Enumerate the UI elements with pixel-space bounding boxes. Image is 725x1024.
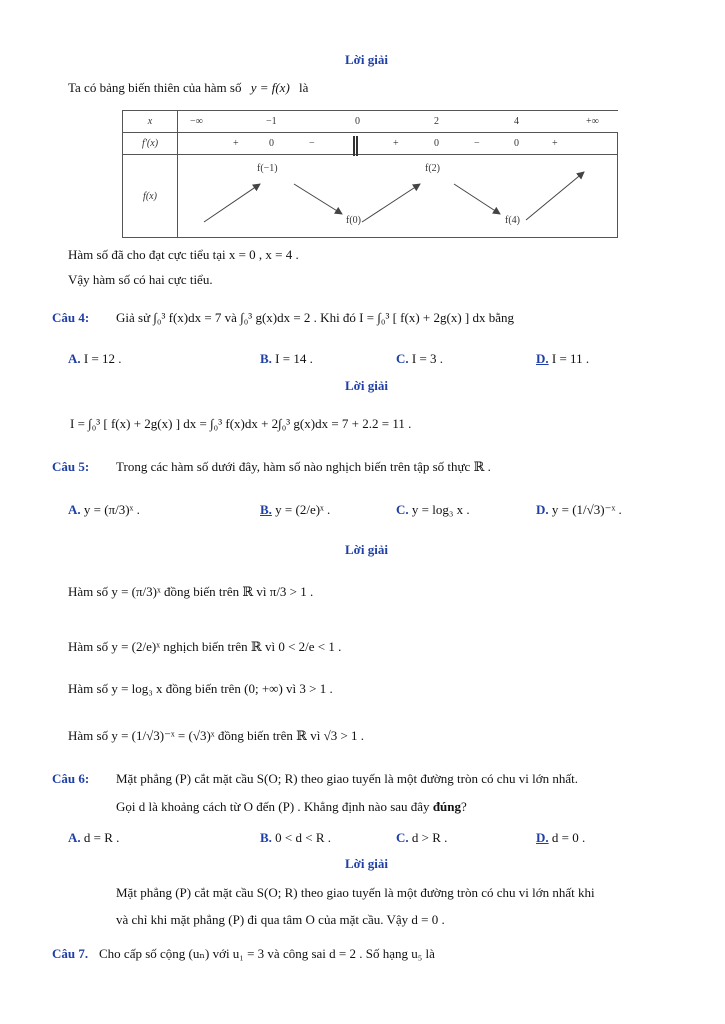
sign-4: + — [393, 138, 399, 149]
arrow-up-2 — [362, 184, 420, 222]
arrow-up-1 — [204, 184, 260, 222]
f-of-zero: f(0) — [346, 215, 361, 226]
x-plus-inf: +∞ — [586, 116, 599, 127]
q4-option-c: C. I = 3 . — [396, 351, 444, 366]
q5-solution-heading: Lời giải — [345, 542, 388, 557]
q5-solution-line-1: Hàm số y = (π/3)ˣ đồng biến trên ℝ vì π/3 > 1 . — [68, 584, 314, 599]
q6-option-a: A. d = R . — [68, 830, 120, 845]
variation-arrows — [122, 156, 618, 238]
q4-label: Câu 4: — [52, 310, 90, 325]
q6-text-2: Gọi d là khoảng cách từ O đến (P) . Khẳng định nào sau đây đúng? — [116, 799, 467, 814]
intro-line — [68, 80, 308, 96]
q4-solution: I = ∫₀³ [ f(x) + 2g(x) ] dx = ∫₀³ f(x)dx + 2∫₀³ g(x)dx = 7 + 2.2 = 11 . — [70, 416, 412, 431]
q6-solution-line-1: Mặt phẳng (P) cắt mặt cầu S(O; R) theo giao tuyến là một đường tròn có chu vi lớn nhất khi — [116, 885, 595, 900]
f-of-two: f(2) — [425, 163, 440, 174]
x-values — [178, 111, 618, 133]
x-four: 4 — [514, 116, 519, 127]
intro-text: Ta có bảng biến thiên của hàm số — [68, 80, 242, 95]
x-zero: 0 — [355, 116, 360, 127]
sign-5: 0 — [434, 138, 439, 149]
q5-option-a: A. y = (π/3)ˣ . — [68, 502, 140, 517]
q5-option-d: D. y = (1/√3)⁻ˣ . — [536, 502, 622, 517]
q4-option-d: D. I = 11 . — [536, 351, 590, 366]
q7-label: Câu 7. — [52, 946, 89, 961]
q6-option-c: C. d > R . — [396, 830, 448, 845]
q5-solution-line-2: Hàm số y = (2/e)ˣ nghịch biến trên ℝ vì 0 < 2/e < 1 . — [68, 639, 342, 654]
q4-option-a: A. I = 12 . — [68, 351, 122, 366]
conclusion-two-minima: Vậy hàm số có hai cực tiểu. — [68, 272, 213, 287]
conclusion-minima: Hàm số đã cho đạt cực tiểu tại x = 0 , x = 4 . — [68, 247, 299, 262]
x-minus-inf: −∞ — [190, 116, 203, 127]
q5-text: Trong các hàm số dưới đây, hàm số nào nghịch biến trên tập số thực ℝ . — [116, 459, 491, 474]
q4-solution-heading: Lời giải — [345, 378, 388, 393]
q4-text: Giả sử ∫₀³ f(x)dx = 7 và ∫₀³ g(x)dx = 2 . Khi đó I = ∫₀³ [ f(x) + 2g(x) ] dx bằng — [116, 310, 514, 325]
x-label: x — [123, 111, 178, 133]
q6-solution-line-2: và chỉ khi mặt phẳng (P) đi qua tâm O của mặt cầu. Vậy d = 0 . — [116, 912, 445, 927]
q6-solution-heading: Lời giải — [345, 856, 388, 871]
solution-heading: Lời giải — [345, 52, 388, 67]
f-of-four: f(4) — [505, 215, 520, 226]
x-minus-one: −1 — [266, 116, 277, 127]
q6-emphasis: đúng — [432, 799, 462, 814]
intro-tail: là — [299, 80, 309, 95]
f-of-minus-one: f(−1) — [257, 163, 278, 174]
q6-label: Câu 6: — [52, 771, 90, 786]
q5-solution-line-3: Hàm số y = log₃ x đồng biến trên (0; +∞) vì 3 > 1 . — [68, 681, 333, 696]
sign-6: − — [474, 138, 480, 149]
sign-7: 0 — [514, 138, 519, 149]
q5-option-b: B. y = (2/e)ˣ . — [260, 502, 331, 517]
f-label: f(x) — [123, 155, 178, 238]
sign-1: + — [233, 138, 239, 149]
arrow-down-2 — [454, 184, 500, 214]
q6-option-d: D. d = 0 . — [536, 830, 586, 845]
q7-text: Cho cấp số cộng (uₙ) với u₁ = 3 và công sai d = 2 . Số hạng u₅ là — [99, 946, 435, 961]
arrow-down-1 — [294, 184, 342, 214]
q5-label: Câu 5: — [52, 459, 90, 474]
double-bar-left — [353, 136, 355, 156]
fprime-signs — [178, 133, 618, 155]
q5-solution-line-4: Hàm số y = (1/√3)⁻ˣ = (√3)ˣ đồng biến trên ℝ vì √3 > 1 . — [68, 728, 365, 743]
sign-3: − — [309, 138, 315, 149]
q4-option-b: B. I = 14 . — [260, 351, 313, 366]
intro-formula: y = f(x) — [250, 80, 290, 95]
double-bar-right — [356, 136, 358, 156]
fprime-label: f′(x) — [123, 133, 178, 155]
x-two: 2 — [434, 116, 439, 127]
arrow-up-3 — [526, 172, 584, 220]
q6-text-1: Mặt phẳng (P) cắt mặt cầu S(O; R) theo giao tuyến là một đường tròn có chu vi lớn nhất. — [116, 771, 578, 786]
sign-8: + — [552, 138, 558, 149]
sign-2: 0 — [269, 138, 274, 149]
q6-option-b: B. 0 < d < R . — [260, 830, 332, 845]
q5-option-c: C. y = log₃ x . — [396, 502, 470, 517]
